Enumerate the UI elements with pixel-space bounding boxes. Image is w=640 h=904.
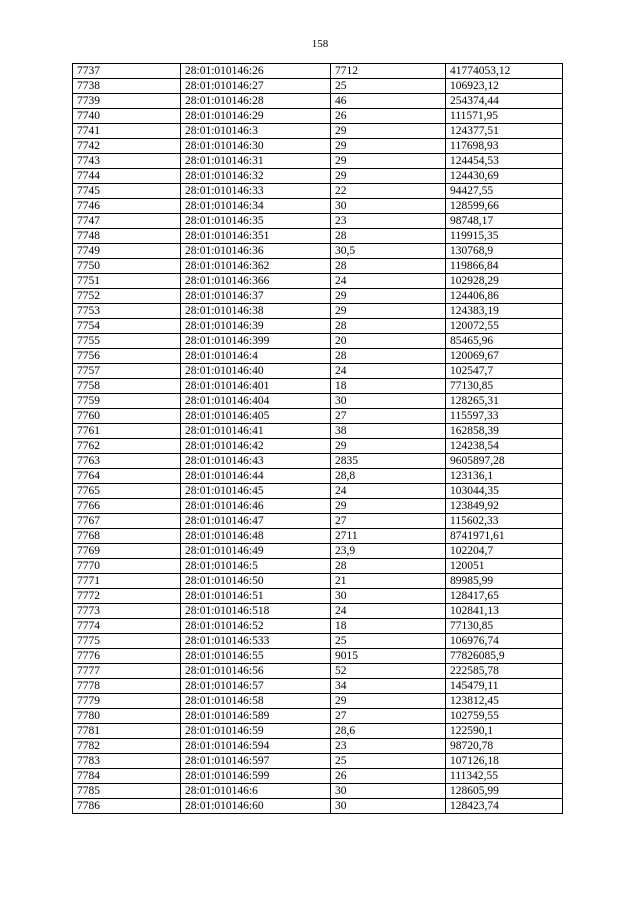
table-row xyxy=(73,664,563,679)
table-row xyxy=(73,769,563,784)
row-number-cell: 7747 xyxy=(73,214,181,229)
area-cell: 27 xyxy=(331,409,446,424)
table-row xyxy=(73,424,563,439)
value-cell: 124430,69 xyxy=(446,169,563,184)
row-number-cell: 7742 xyxy=(73,139,181,154)
cadastral-number-cell: 28:01:010146:351 xyxy=(181,229,331,244)
area-cell: 28 xyxy=(331,259,446,274)
area-cell: 26 xyxy=(331,109,446,124)
cadastral-number-cell: 28:01:010146:45 xyxy=(181,484,331,499)
cadastral-number-cell: 28:01:010146:38 xyxy=(181,304,331,319)
row-number-cell: 7780 xyxy=(73,709,181,724)
value-cell: 8741971,61 xyxy=(446,529,563,544)
row-number-cell: 7778 xyxy=(73,679,181,694)
cadastral-number-cell: 28:01:010146:32 xyxy=(181,169,331,184)
value-cell: 117698,93 xyxy=(446,139,563,154)
area-cell: 30 xyxy=(331,784,446,799)
table-row xyxy=(73,709,563,724)
row-number-cell: 7784 xyxy=(73,769,181,784)
table-row xyxy=(73,94,563,109)
area-cell: 24 xyxy=(331,484,446,499)
row-number-cell: 7761 xyxy=(73,424,181,439)
area-cell: 29 xyxy=(331,439,446,454)
area-cell: 27 xyxy=(331,514,446,529)
row-number-cell: 7786 xyxy=(73,799,181,814)
table-row xyxy=(73,634,563,649)
value-cell: 111342,55 xyxy=(446,769,563,784)
value-cell: 77130,85 xyxy=(446,379,563,394)
value-cell: 89985,99 xyxy=(446,574,563,589)
table-row xyxy=(73,64,563,79)
table-row xyxy=(73,124,563,139)
cadastral-number-cell: 28:01:010146:594 xyxy=(181,739,331,754)
cadastral-number-cell: 28:01:010146:5 xyxy=(181,559,331,574)
cadastral-number-cell: 28:01:010146:58 xyxy=(181,694,331,709)
cadastral-number-cell: 28:01:010146:44 xyxy=(181,469,331,484)
row-number-cell: 7782 xyxy=(73,739,181,754)
table-row xyxy=(73,409,563,424)
table-row xyxy=(73,484,563,499)
value-cell: 122590,1 xyxy=(446,724,563,739)
area-cell: 24 xyxy=(331,274,446,289)
value-cell: 254374,44 xyxy=(446,94,563,109)
table-row xyxy=(73,304,563,319)
value-cell: 77130,85 xyxy=(446,619,563,634)
row-number-cell: 7755 xyxy=(73,334,181,349)
value-cell: 119915,35 xyxy=(446,229,563,244)
cadastral-number-cell: 28:01:010146:34 xyxy=(181,199,331,214)
cadastral-number-cell: 28:01:010146:56 xyxy=(181,664,331,679)
cadastral-number-cell: 28:01:010146:599 xyxy=(181,769,331,784)
value-cell: 120072,55 xyxy=(446,319,563,334)
row-number-cell: 7775 xyxy=(73,634,181,649)
cadastral-number-cell: 28:01:010146:26 xyxy=(181,64,331,79)
area-cell: 29 xyxy=(331,154,446,169)
area-cell: 29 xyxy=(331,169,446,184)
area-cell: 2711 xyxy=(331,529,446,544)
row-number-cell: 7743 xyxy=(73,154,181,169)
value-cell: 124406,86 xyxy=(446,289,563,304)
value-cell: 128423,74 xyxy=(446,799,563,814)
row-number-cell: 7768 xyxy=(73,529,181,544)
area-cell: 28 xyxy=(331,559,446,574)
cadastral-number-cell: 28:01:010146:40 xyxy=(181,364,331,379)
cadastral-number-cell: 28:01:010146:29 xyxy=(181,109,331,124)
area-cell: 28 xyxy=(331,319,446,334)
area-cell: 23,9 xyxy=(331,544,446,559)
value-cell: 123812,45 xyxy=(446,694,563,709)
value-cell: 222585,78 xyxy=(446,664,563,679)
area-cell: 28,8 xyxy=(331,469,446,484)
row-number-cell: 7763 xyxy=(73,454,181,469)
area-cell: 30 xyxy=(331,394,446,409)
value-cell: 162858,39 xyxy=(446,424,563,439)
page-number: 158 xyxy=(311,38,329,50)
area-cell: 28 xyxy=(331,349,446,364)
area-cell: 29 xyxy=(331,304,446,319)
cadastral-number-cell: 28:01:010146:35 xyxy=(181,214,331,229)
cadastral-number-cell: 28:01:010146:60 xyxy=(181,799,331,814)
row-number-cell: 7760 xyxy=(73,409,181,424)
area-cell: 29 xyxy=(331,694,446,709)
value-cell: 98748,17 xyxy=(446,214,563,229)
cadastral-number-cell: 28:01:010146:362 xyxy=(181,259,331,274)
cadastral-number-cell: 28:01:010146:401 xyxy=(181,379,331,394)
table-row xyxy=(73,469,563,484)
table-row xyxy=(73,604,563,619)
table-row xyxy=(73,784,563,799)
row-number-cell: 7739 xyxy=(73,94,181,109)
area-cell: 23 xyxy=(331,214,446,229)
cadastral-number-cell: 28:01:010146:41 xyxy=(181,424,331,439)
row-number-cell: 7744 xyxy=(73,169,181,184)
area-cell: 52 xyxy=(331,664,446,679)
area-cell: 34 xyxy=(331,679,446,694)
row-number-cell: 7776 xyxy=(73,649,181,664)
area-cell: 24 xyxy=(331,364,446,379)
area-cell: 29 xyxy=(331,124,446,139)
value-cell: 124377,51 xyxy=(446,124,563,139)
area-cell: 26 xyxy=(331,769,446,784)
cadastral-number-cell: 28:01:010146:52 xyxy=(181,619,331,634)
table-row xyxy=(73,229,563,244)
table-row xyxy=(73,79,563,94)
table-row xyxy=(73,559,563,574)
cadastral-number-cell: 28:01:010146:31 xyxy=(181,154,331,169)
area-cell: 30 xyxy=(331,799,446,814)
row-number-cell: 7752 xyxy=(73,289,181,304)
table-row xyxy=(73,349,563,364)
row-number-cell: 7779 xyxy=(73,694,181,709)
cadastral-number-cell: 28:01:010146:533 xyxy=(181,634,331,649)
table-row xyxy=(73,574,563,589)
table-body xyxy=(73,64,563,814)
area-cell: 24 xyxy=(331,604,446,619)
cadastral-number-cell: 28:01:010146:39 xyxy=(181,319,331,334)
value-cell: 85465,96 xyxy=(446,334,563,349)
cadastral-number-cell: 28:01:010146:399 xyxy=(181,334,331,349)
cadastral-number-cell: 28:01:010146:42 xyxy=(181,439,331,454)
cadastral-number-cell: 28:01:010146:37 xyxy=(181,289,331,304)
value-cell: 106976,74 xyxy=(446,634,563,649)
area-cell: 30,5 xyxy=(331,244,446,259)
row-number-cell: 7757 xyxy=(73,364,181,379)
table-row xyxy=(73,199,563,214)
table-row xyxy=(73,364,563,379)
row-number-cell: 7764 xyxy=(73,469,181,484)
area-cell: 23 xyxy=(331,739,446,754)
row-number-cell: 7738 xyxy=(73,79,181,94)
cadastral-number-cell: 28:01:010146:30 xyxy=(181,139,331,154)
table-row xyxy=(73,289,563,304)
value-cell: 124383,19 xyxy=(446,304,563,319)
area-cell: 38 xyxy=(331,424,446,439)
area-cell: 28,6 xyxy=(331,724,446,739)
row-number-cell: 7748 xyxy=(73,229,181,244)
value-cell: 106923,12 xyxy=(446,79,563,94)
value-cell: 9605897,28 xyxy=(446,454,563,469)
value-cell: 102204,7 xyxy=(446,544,563,559)
row-number-cell: 7745 xyxy=(73,184,181,199)
table-row xyxy=(73,379,563,394)
table-row xyxy=(73,259,563,274)
row-number-cell: 7777 xyxy=(73,664,181,679)
table-row xyxy=(73,214,563,229)
area-cell: 25 xyxy=(331,754,446,769)
table-row xyxy=(73,514,563,529)
table-row xyxy=(73,649,563,664)
value-cell: 120069,67 xyxy=(446,349,563,364)
row-number-cell: 7762 xyxy=(73,439,181,454)
table-row xyxy=(73,394,563,409)
table-row xyxy=(73,589,563,604)
cadastral-number-cell: 28:01:010146:36 xyxy=(181,244,331,259)
value-cell: 128417,65 xyxy=(446,589,563,604)
cadastral-number-cell: 28:01:010146:4 xyxy=(181,349,331,364)
area-cell: 22 xyxy=(331,184,446,199)
row-number-cell: 7737 xyxy=(73,64,181,79)
area-cell: 27 xyxy=(331,709,446,724)
row-number-cell: 7772 xyxy=(73,589,181,604)
table-row xyxy=(73,169,563,184)
area-cell: 21 xyxy=(331,574,446,589)
cadastral-number-cell: 28:01:010146:589 xyxy=(181,709,331,724)
value-cell: 128599,66 xyxy=(446,199,563,214)
cadastral-number-cell: 28:01:010146:59 xyxy=(181,724,331,739)
value-cell: 115597,33 xyxy=(446,409,563,424)
table-row xyxy=(73,184,563,199)
value-cell: 102841,13 xyxy=(446,604,563,619)
row-number-cell: 7773 xyxy=(73,604,181,619)
row-number-cell: 7749 xyxy=(73,244,181,259)
row-number-cell: 7750 xyxy=(73,259,181,274)
area-cell: 30 xyxy=(331,199,446,214)
table-row xyxy=(73,619,563,634)
cadastral-number-cell: 28:01:010146:48 xyxy=(181,529,331,544)
area-cell: 29 xyxy=(331,139,446,154)
table-row xyxy=(73,529,563,544)
value-cell: 102759,55 xyxy=(446,709,563,724)
area-cell: 20 xyxy=(331,334,446,349)
area-cell: 30 xyxy=(331,589,446,604)
row-number-cell: 7740 xyxy=(73,109,181,124)
cadastral-number-cell: 28:01:010146:405 xyxy=(181,409,331,424)
row-number-cell: 7785 xyxy=(73,784,181,799)
value-cell: 111571,95 xyxy=(446,109,563,124)
value-cell: 103044,35 xyxy=(446,484,563,499)
value-cell: 102928,29 xyxy=(446,274,563,289)
cadastral-number-cell: 28:01:010146:55 xyxy=(181,649,331,664)
table-row xyxy=(73,439,563,454)
area-cell: 25 xyxy=(331,79,446,94)
table-row xyxy=(73,139,563,154)
cadastral-number-cell: 28:01:010146:3 xyxy=(181,124,331,139)
cadastral-number-cell: 28:01:010146:27 xyxy=(181,79,331,94)
cadastral-table xyxy=(72,63,563,814)
table-row xyxy=(73,679,563,694)
value-cell: 94427,55 xyxy=(446,184,563,199)
table-row xyxy=(73,694,563,709)
value-cell: 115602,33 xyxy=(446,514,563,529)
value-cell: 119866,84 xyxy=(446,259,563,274)
table-row xyxy=(73,244,563,259)
value-cell: 123849,92 xyxy=(446,499,563,514)
value-cell: 124454,53 xyxy=(446,154,563,169)
row-number-cell: 7759 xyxy=(73,394,181,409)
value-cell: 124238,54 xyxy=(446,439,563,454)
area-cell: 29 xyxy=(331,289,446,304)
table-row xyxy=(73,274,563,289)
area-cell: 29 xyxy=(331,499,446,514)
area-cell: 2835 xyxy=(331,454,446,469)
table-row xyxy=(73,154,563,169)
row-number-cell: 7756 xyxy=(73,349,181,364)
row-number-cell: 7766 xyxy=(73,499,181,514)
value-cell: 145479,11 xyxy=(446,679,563,694)
table-row xyxy=(73,454,563,469)
cadastral-number-cell: 28:01:010146:28 xyxy=(181,94,331,109)
area-cell: 7712 xyxy=(331,64,446,79)
cadastral-number-cell: 28:01:010146:33 xyxy=(181,184,331,199)
table-row xyxy=(73,724,563,739)
row-number-cell: 7751 xyxy=(73,274,181,289)
value-cell: 98720,78 xyxy=(446,739,563,754)
cadastral-number-cell: 28:01:010146:49 xyxy=(181,544,331,559)
cadastral-number-cell: 28:01:010146:366 xyxy=(181,274,331,289)
row-number-cell: 7774 xyxy=(73,619,181,634)
cadastral-number-cell: 28:01:010146:46 xyxy=(181,499,331,514)
table-row xyxy=(73,499,563,514)
cadastral-number-cell: 28:01:010146:6 xyxy=(181,784,331,799)
table-row xyxy=(73,754,563,769)
area-cell: 46 xyxy=(331,94,446,109)
row-number-cell: 7754 xyxy=(73,319,181,334)
cadastral-number-cell: 28:01:010146:518 xyxy=(181,604,331,619)
cadastral-number-cell: 28:01:010146:43 xyxy=(181,454,331,469)
cadastral-number-cell: 28:01:010146:50 xyxy=(181,574,331,589)
table-row xyxy=(73,109,563,124)
value-cell: 77826085,9 xyxy=(446,649,563,664)
row-number-cell: 7781 xyxy=(73,724,181,739)
row-number-cell: 7767 xyxy=(73,514,181,529)
row-number-cell: 7765 xyxy=(73,484,181,499)
row-number-cell: 7783 xyxy=(73,754,181,769)
area-cell: 18 xyxy=(331,379,446,394)
row-number-cell: 7746 xyxy=(73,199,181,214)
area-cell: 9015 xyxy=(331,649,446,664)
table-row xyxy=(73,739,563,754)
value-cell: 128605,99 xyxy=(446,784,563,799)
area-cell: 25 xyxy=(331,634,446,649)
value-cell: 120051 xyxy=(446,559,563,574)
cadastral-number-cell: 28:01:010146:57 xyxy=(181,679,331,694)
cadastral-number-cell: 28:01:010146:47 xyxy=(181,514,331,529)
table-row xyxy=(73,334,563,349)
row-number-cell: 7758 xyxy=(73,379,181,394)
value-cell: 107126,18 xyxy=(446,754,563,769)
cadastral-number-cell: 28:01:010146:51 xyxy=(181,589,331,604)
row-number-cell: 7771 xyxy=(73,574,181,589)
value-cell: 130768,9 xyxy=(446,244,563,259)
area-cell: 28 xyxy=(331,229,446,244)
value-cell: 123136,1 xyxy=(446,469,563,484)
value-cell: 102547,7 xyxy=(446,364,563,379)
table-row xyxy=(73,319,563,334)
row-number-cell: 7753 xyxy=(73,304,181,319)
value-cell: 128265,31 xyxy=(446,394,563,409)
table-row xyxy=(73,799,563,814)
row-number-cell: 7769 xyxy=(73,544,181,559)
value-cell: 41774053,12 xyxy=(446,64,563,79)
row-number-cell: 7770 xyxy=(73,559,181,574)
area-cell: 18 xyxy=(331,619,446,634)
cadastral-number-cell: 28:01:010146:404 xyxy=(181,394,331,409)
table-row xyxy=(73,544,563,559)
row-number-cell: 7741 xyxy=(73,124,181,139)
cadastral-number-cell: 28:01:010146:597 xyxy=(181,754,331,769)
